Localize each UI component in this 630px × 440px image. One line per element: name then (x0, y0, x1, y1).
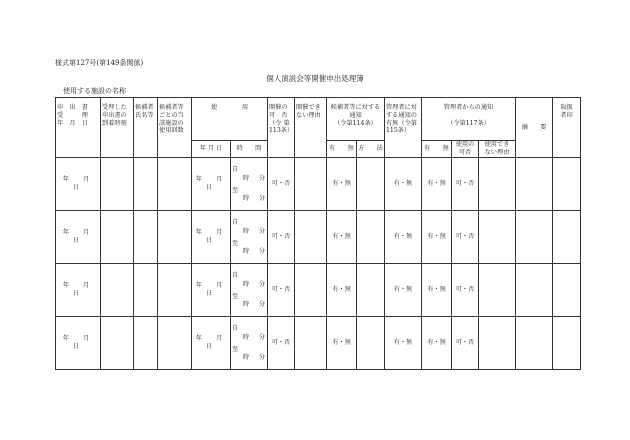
manager-notice-cell[interactable]: 有・無 (385, 264, 422, 317)
remarks-cell[interactable] (516, 211, 553, 264)
header-usage-date: 年 月 日 (192, 141, 231, 158)
received-time-cell[interactable] (101, 264, 134, 317)
handler-seal-cell[interactable] (553, 317, 581, 370)
permit-cell[interactable]: 可・否 (268, 264, 295, 317)
use-permit-cell[interactable]: 可・否 (452, 264, 479, 317)
notice-method-cell[interactable] (357, 158, 385, 211)
header-notice-manager: 管理者に対 する通知の 有無（令第 115条） (385, 98, 422, 158)
header-manager-presence: 有 無 (422, 141, 452, 158)
usage-time-cell[interactable] (231, 264, 268, 317)
notice-presence-cell[interactable]: 有・無 (327, 211, 357, 264)
time-from-minute: 分 (258, 281, 265, 288)
use-permit-cell[interactable]: 可・否 (452, 317, 479, 370)
header-received-time: 受理した 申出書の 到着時刻 (101, 98, 134, 158)
remarks-cell[interactable] (516, 317, 553, 370)
reason-cell[interactable] (295, 264, 327, 317)
received-time-cell[interactable] (101, 317, 134, 370)
reason-cell[interactable] (295, 211, 327, 264)
time-to-mark: 至 (232, 240, 239, 247)
apply-date-cell[interactable]: 年 月 日 (56, 211, 101, 264)
header-notice-presence: 有 無 (327, 141, 357, 158)
notice-presence-cell[interactable]: 有・無 (327, 317, 357, 370)
header-handler-seal: 取扱 者印 (553, 98, 581, 158)
received-time-cell[interactable] (101, 211, 134, 264)
handler-seal-cell[interactable] (553, 158, 581, 211)
manager-presence-cell[interactable]: 有・無 (422, 211, 452, 264)
usage-date-cell[interactable]: 年 月 日 (192, 158, 231, 211)
time-to-hour: 時 (243, 354, 250, 361)
notice-method-cell[interactable] (357, 317, 385, 370)
manager-notice-cell[interactable]: 有・無 (385, 158, 422, 211)
received-time-cell[interactable] (101, 158, 134, 211)
table-row (56, 317, 581, 370)
manager-notice-cell[interactable]: 有・無 (385, 317, 422, 370)
time-to-hour: 時 (243, 248, 250, 255)
header-use-permit: 使用の 可否 (452, 141, 479, 158)
time-to-hour: 時 (243, 195, 250, 202)
time-from-mark: 自 (232, 219, 239, 226)
header-notice-method: 方 法 (357, 141, 385, 158)
header-remarks: 摘 要 (516, 98, 553, 158)
permit-cell[interactable]: 可・否 (268, 317, 295, 370)
form-number: 様式第127号(第149条関係) (55, 59, 144, 67)
time-from-hour: 時 (243, 228, 250, 235)
header-candidate-name: 候補者 氏名等 (134, 98, 158, 158)
header-usage: 使 用 (192, 98, 268, 141)
usage-time-cell[interactable] (231, 158, 268, 211)
notice-presence-cell[interactable]: 有・無 (327, 158, 357, 211)
usage-count-cell[interactable] (158, 211, 192, 264)
time-from-mark: 自 (232, 166, 239, 173)
time-to-mark: 至 (232, 293, 239, 300)
unusable-reason-cell[interactable] (479, 264, 516, 317)
time-from-hour: 時 (243, 334, 250, 341)
apply-date-cell[interactable]: 年 月 日 (56, 264, 101, 317)
handler-seal-cell[interactable] (553, 264, 581, 317)
time-from-minute: 分 (258, 334, 265, 341)
table-row (56, 158, 581, 211)
table-row (56, 264, 581, 317)
use-permit-cell[interactable]: 可・否 (452, 211, 479, 264)
permit-cell[interactable]: 可・否 (268, 211, 295, 264)
time-from-hour: 時 (243, 175, 250, 182)
manager-presence-cell[interactable]: 有・無 (422, 264, 452, 317)
candidate-name-cell[interactable] (134, 264, 158, 317)
manager-presence-cell[interactable]: 有・無 (422, 317, 452, 370)
time-to-minute: 分 (258, 195, 265, 202)
time-to-mark: 至 (232, 187, 239, 194)
usage-count-cell[interactable] (158, 158, 192, 211)
header-usage-count: 候補者等 ごとの当 該施設の 使用回数 (158, 98, 192, 158)
handler-seal-cell[interactable] (553, 211, 581, 264)
remarks-cell[interactable] (516, 264, 553, 317)
apply-date-cell[interactable]: 年 月 日 (56, 317, 101, 370)
usage-count-cell[interactable] (158, 264, 192, 317)
usage-count-cell[interactable] (158, 317, 192, 370)
remarks-cell[interactable] (516, 158, 553, 211)
time-to-hour: 時 (243, 301, 250, 308)
permit-cell[interactable]: 可・否 (268, 158, 295, 211)
use-permit-cell[interactable]: 可・否 (452, 158, 479, 211)
usage-date-cell[interactable]: 年 月 日 (192, 317, 231, 370)
time-to-minute: 分 (258, 301, 265, 308)
time-to-mark: 至 (232, 346, 239, 353)
notice-presence-cell[interactable]: 有・無 (327, 264, 357, 317)
time-from-minute: 分 (258, 175, 265, 182)
candidate-name-cell[interactable] (134, 158, 158, 211)
apply-date-cell[interactable]: 年 月 日 (56, 158, 101, 211)
table-row (56, 211, 581, 264)
notice-method-cell[interactable] (357, 211, 385, 264)
unusable-reason-cell[interactable] (479, 158, 516, 211)
facility-name-label: 使用する施設の名称 (63, 87, 126, 95)
usage-time-cell[interactable] (231, 317, 268, 370)
reason-cell[interactable] (295, 317, 327, 370)
header-notice-from-manager: 管理者からの通知 （令第117条） (422, 98, 516, 141)
time-from-minute: 分 (258, 228, 265, 235)
time-from-hour: 時 (243, 281, 250, 288)
candidate-name-cell[interactable] (134, 317, 158, 370)
reason-cell[interactable] (295, 158, 327, 211)
usage-date-cell[interactable]: 年 月 日 (192, 211, 231, 264)
header-permit: 開催の 可 否 （令 第 113条） (268, 98, 295, 158)
manager-notice-cell[interactable]: 有・無 (385, 211, 422, 264)
time-from-mark: 自 (232, 272, 239, 279)
time-from-mark: 自 (232, 325, 239, 332)
header-usage-time: 時 間 (231, 141, 268, 158)
unusable-reason-cell[interactable] (479, 211, 516, 264)
notice-method-cell[interactable] (357, 264, 385, 317)
header-unusable-reason: 使用でき ない理由 (479, 141, 516, 158)
usage-date-cell[interactable]: 年 月 日 (192, 264, 231, 317)
unusable-reason-cell[interactable] (479, 317, 516, 370)
time-to-minute: 分 (258, 354, 265, 361)
page-title: 個人演説会等開催申出処理簿 (266, 74, 364, 83)
header-reason: 開催でき ない理由 (295, 98, 327, 158)
header-notice-candidate: 候補者等に対する 通知 （令第114条） (327, 98, 385, 141)
time-to-minute: 分 (258, 248, 265, 255)
header-apply-date: 申 出 書 受 理 年 月 日 (56, 98, 101, 158)
usage-time-cell[interactable] (231, 211, 268, 264)
register-table (55, 97, 581, 370)
manager-presence-cell[interactable]: 有・無 (422, 158, 452, 211)
candidate-name-cell[interactable] (134, 211, 158, 264)
